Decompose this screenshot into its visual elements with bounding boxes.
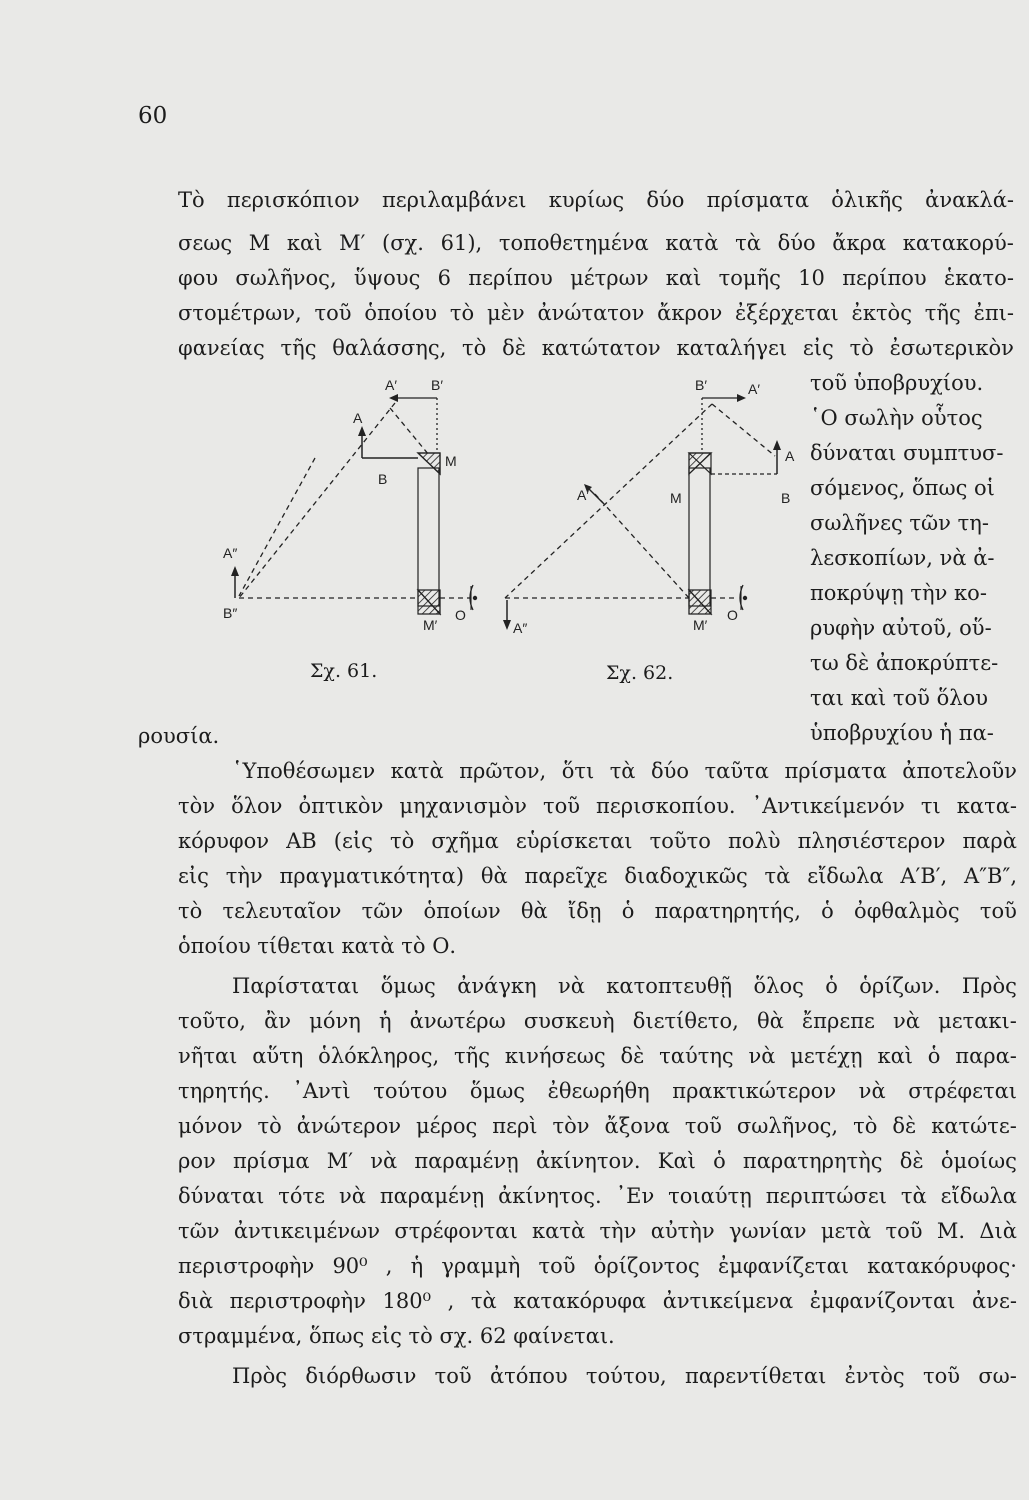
- figure-62: [503, 377, 795, 636]
- fig62-label-a-dprime: A″: [513, 620, 528, 636]
- page-number: 60: [138, 103, 168, 129]
- para1-line-2: σεως Μ καὶ Μ′ (σχ. 61), τοποθετημένα κατὰ τὰ δύο ἄκρα κατακορύ-: [178, 231, 1014, 255]
- para1-end: ρουσία.: [138, 724, 220, 748]
- para3-line-11: στραμμένα, ὅπως εἰς τὸ σχ. 62 φαίνεται.: [178, 1324, 615, 1348]
- fig62-label-a: A: [785, 448, 795, 464]
- fig62-label-b-prime: B′: [695, 377, 707, 393]
- para3-line-2: τοῦτο, ἂν μόνη ἡ ἀνωτέρω συσκευὴ διετίθετο, θὰ ἔπρεπε νὰ μετακι-: [178, 1009, 1017, 1033]
- fig61-label-m: M: [445, 453, 457, 469]
- para1-line-1: Τὸ περισκόπιον περιλαμβάνει κυρίως δύο πρίσματα ὁλικῆς ἀνακλά-: [178, 188, 1014, 212]
- fig61-label-a-prime: A′: [385, 377, 397, 393]
- side-text-1: τοῦ ὑποβρυχίου.: [810, 371, 984, 395]
- fig62-label-m: M: [670, 490, 682, 506]
- side-text-7: ποκρύψῃ τὴν κο-: [810, 581, 987, 605]
- figures-diagram: [215, 368, 805, 638]
- side-text-3: δύναται συμπτυσ-: [810, 441, 1004, 465]
- side-text-11: ὑποβρυχίου ἡ πα-: [810, 721, 994, 745]
- fig61-label-b-prime: B′: [431, 377, 443, 393]
- para3-line-5: μόνον τὸ ἀνώτερον μέρος περὶ τὸν ἄξονα τοῦ σωλῆνος, τὸ δὲ κατώτε-: [178, 1114, 1017, 1138]
- side-text-8: ρυφὴν αὐτοῦ, οὕ-: [810, 616, 992, 640]
- para3-line-8: τῶν ἀντικειμένων στρέφονται κατὰ τὴν αὐτὴν γωνίαν μετὰ τοῦ Μ. Διὰ: [178, 1219, 1017, 1243]
- para3-line-4: τηρητής. ᾿Αντὶ τούτου ὅμως ἐθεωρήθη πρακτικώτερον νὰ στρέφεται: [178, 1079, 1017, 1103]
- para2-line-5: τὸ τελευταῖον τῶν ὁποίων θὰ ἴδῃ ὁ παρατηρητής, ὁ ὀφθαλμὸς τοῦ: [178, 899, 1017, 923]
- para3-line-6: ρον πρίσμα Μ′ νὰ παραμένῃ ἀκίνητον. Καὶ ὁ παρατηρητὴς δὲ ὁμοίως: [178, 1149, 1017, 1173]
- fig61-label-b-dprime: B″: [223, 605, 238, 621]
- side-text-5: σωλῆνες τῶν τη-: [810, 511, 989, 535]
- side-text-4: σόμενος, ὅπως οἱ: [810, 476, 995, 500]
- fig62-label-o: O: [727, 607, 738, 623]
- para2-line-6: ὁποίου τίθεται κατὰ τὸ Ο.: [178, 934, 457, 958]
- fig61-label-b: B: [378, 471, 388, 487]
- fig61-label-m-prime: M′: [423, 617, 438, 633]
- para3-line-10: διὰ περιστροφὴν 180⁰ , τὰ κατακόρυφα ἀντικείμενα ἐμφανίζονται ἀνε-: [178, 1289, 1017, 1313]
- fig62-label-a-prime: A′: [748, 381, 760, 397]
- side-text-9: τω δὲ ἀποκρύπτε-: [810, 651, 999, 675]
- para3-line-7: δύναται τότε νὰ παραμένῃ ἀκίνητος. ᾿Εν τοιαύτῃ περιπτώσει τὰ εἴδωλα: [178, 1184, 1017, 1208]
- fig61-label-o: O: [455, 607, 466, 623]
- fig62-label-b: B: [781, 490, 791, 506]
- para2-line-3: κόρυφον ΑΒ (εἰς τὸ σχῆμα εὑρίσκεται τοῦτο πολὺ πλησιέστερον παρὰ: [178, 829, 1017, 853]
- fig61-label-a-dprime: A″: [223, 545, 238, 561]
- para2-line-4: εἰς τὴν πραγματικότητα) θὰ παρεῖχε διαδοχικῶς τὰ εἴδωλα Α′Β′, Α″Β″,: [178, 864, 1017, 888]
- para3-line-9: περιστροφὴν 90⁰ , ἡ γραμμὴ τοῦ ὁρίζοντος ἐμφανίζεται κατακόρυφος·: [178, 1254, 1017, 1278]
- figure-61: [223, 377, 477, 633]
- fig62-label-m-prime: M′: [693, 617, 708, 633]
- side-text-10: ται καὶ τοῦ ὅλου: [810, 686, 988, 710]
- side-text-2: ῾Ο σωλὴν οὗτος: [810, 406, 983, 430]
- fig61-caption: Σχ. 61.: [310, 660, 378, 682]
- para2-line-1: ῾Υποθέσωμεν κατὰ πρῶτον, ὅτι τὰ δύο ταῦτα πρίσματα ἀποτελοῦν: [232, 759, 1017, 783]
- para1-line-5: φανείας τῆς θαλάσσης, τὸ δὲ κατώτατον καταλήγει εἰς τὸ ἐσωτερικὸν: [178, 336, 1014, 360]
- para3-line-1: Παρίσταται ὅμως ἀνάγκη νὰ κατοπτευθῇ ὅλος ὁ ὁρίζων. Πρὸς: [232, 974, 1017, 998]
- para4-line-1: Πρὸς διόρθωσιν τοῦ ἀτόπου τούτου, παρεντίθεται ἐντὸς τοῦ σω-: [232, 1364, 1017, 1388]
- para2-line-2: τὸν ὅλον ὀπτικὸν μηχανισμὸν τοῦ περισκοπίου. ᾿Αντικείμενόν τι κατα-: [178, 794, 1017, 818]
- fig62-caption: Σχ. 62.: [606, 662, 674, 684]
- para3-line-3: νῆται αὕτη ὁλόκληρος, τῆς κινήσεως δὲ ταύτης νὰ μετέχῃ καὶ ὁ παρα-: [178, 1044, 1017, 1068]
- fig62-label-a-prime-mid: A′: [577, 487, 589, 503]
- para1-line-4: στομέτρων, τοῦ ὁποίου τὸ μὲν ἀνώτατον ἄκρον ἐξέρχεται ἐκτὸς τῆς ἐπι-: [178, 301, 1014, 325]
- para1-line-3: φου σωλῆνος, ὕψους 6 περίπου μέτρων καὶ τομῆς 10 περίπου ἑκατο-: [178, 266, 1014, 290]
- side-text-6: λεσκοπίων, νὰ ἀ-: [810, 546, 995, 570]
- fig61-label-a: A: [353, 410, 363, 426]
